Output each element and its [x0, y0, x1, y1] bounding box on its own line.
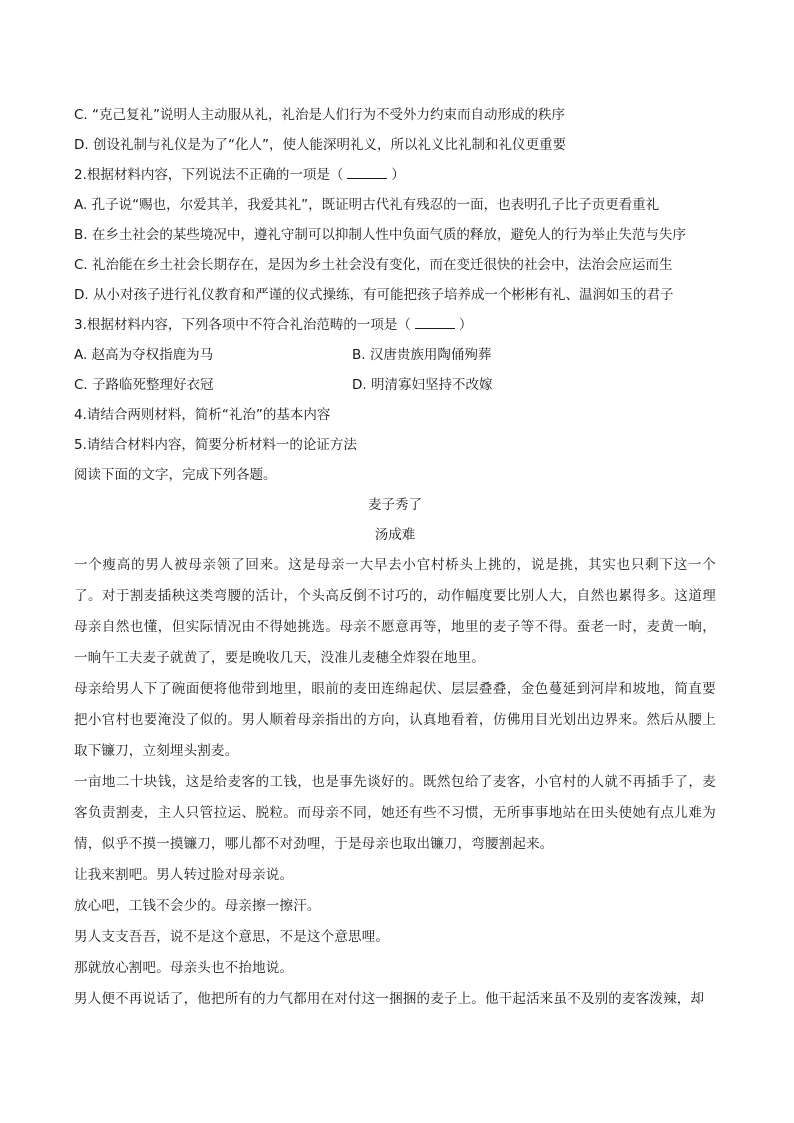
story-paragraph: 一个瘦高的男人被母亲领了回来。这是母亲一大早去小官村桥头上挑的，说是挑，其实也只剩下这一个了。对于割麦插秧这类弯腰的活计，个头高反倒不讨巧的，动作幅度要比别人大，自然也累得多。这道理母亲自然也懂，但实际情况由不得她挑选。母亲不愿意再等，地里的麦子等不得。蚕老一时，麦黄一晌，一晌午工夫麦子就黄了，要是晚收几天，没准儿麦穗全炸裂在地里。 — [74, 557, 716, 666]
story-paragraph: 男人支支吾吾，说不是这个意思，不是这个意思哩。 — [74, 929, 390, 945]
q2-stem-text: 2.根据材料内容，下列说法不正确的一项是（ — [74, 167, 344, 183]
q3-stem-close: ） — [458, 317, 473, 333]
story-paragraph: 那就放心割吧。母亲头也不抬地说。 — [74, 960, 294, 976]
story-title: 麦子秀了 — [368, 497, 422, 513]
q2-stem — [74, 160, 716, 190]
story-paragraph: 男人便不再说话了，他把所有的力气都用在对付这一捆捆的麦子上。他干起活来虽不及别的麦客泼辣，却 — [74, 991, 705, 1007]
q3-option-d: D. 明清寡妇坚持不改嫁 — [352, 377, 493, 393]
q2-option-b: B. 在乡土社会的某些境况中，遵礼守制可以抑制人性中负面气质的释放，避免人的行为举止失范与失序 — [74, 227, 686, 243]
q1-option-c: C. “克己复礼”说明人主动服从礼，礼治是人们行为不受外力约束而自动形成的秩序 — [74, 107, 565, 123]
story-paragraph: 让我来割吧。男人转过脸对母亲说。 — [74, 867, 294, 883]
story-paragraph: 母亲给男人下了碗面便将他带到地里，眼前的麦田连绵起伏、层层叠叠，金色蔓延到河岸和坡地，简直要把小官村也要淹没了似的。男人顺着母亲指出的方向，认真地看着，仿佛用目光划出边界来。然后从腰上取下镰刀，立刻埋头割麦。 — [74, 681, 716, 759]
q3-options-row-1 — [74, 340, 716, 370]
q4: 4.请结合两则材料，简析“礼治”的基本内容 — [74, 407, 331, 423]
answer-blank — [347, 164, 387, 179]
reading-intro: 阅读下面的文字，完成下列各题。 — [74, 467, 277, 483]
story-paragraph: 一亩地二十块钱，这是给麦客的工钱，也是事先谈好的。既然包给了麦客，小官村的人就不再插手了，麦客负责割麦，主人只管拉运、脱粒。而母亲不同，她还有些不习惯，无所事事地站在田头使她有点儿难为情，似乎不摸一摸镰刀，哪儿都不对劲哩，于是母亲也取出镰刀，弯腰割起来。 — [74, 774, 716, 852]
story-paragraph: 放心吧，工钱不会少的。母亲擦一擦汗。 — [74, 898, 321, 914]
q2-option-c: C. 礼治能在乡土社会长期存在，是因为乡土社会没有变化，而在变迁很快的社会中，法治会应运而生 — [74, 257, 673, 273]
q2-option-a: A. 孔子说“赐也，尔爱其羊，我爱其礼”，既证明古代礼有残忍的一面，也表明孔子比子贡更看重礼 — [74, 197, 660, 213]
q1-option-d: D. 创设礼制与礼仪是为了“化人”，使人能深明礼义，所以礼义比礼制和礼仪更重要 — [74, 137, 566, 153]
story-author: 汤成难 — [374, 527, 416, 543]
q3-options-row-2 — [74, 370, 716, 400]
q2-stem-close: ） — [391, 167, 405, 183]
q5: 5.请结合材料内容，简要分析材料一的论证方法 — [74, 437, 357, 453]
q3-stem — [74, 310, 716, 340]
q3-option-b: B. 汉唐贵族用陶俑殉葬 — [352, 347, 492, 363]
q3-option-a: A. 赵高为夺权指鹿为马 — [74, 347, 214, 363]
q2-option-d: D. 从小对孩子进行礼仪教育和严谨的仪式操练，有可能把孩子培养成一个彬彬有礼、温润如玉的君子 — [74, 287, 674, 303]
q3-stem-text: 3.根据材料内容，下列各项中不符合礼治范畴的一项是（ — [74, 317, 411, 333]
q3-option-c: C. 子路临死整理好衣冠 — [74, 377, 214, 393]
answer-blank — [415, 314, 455, 329]
